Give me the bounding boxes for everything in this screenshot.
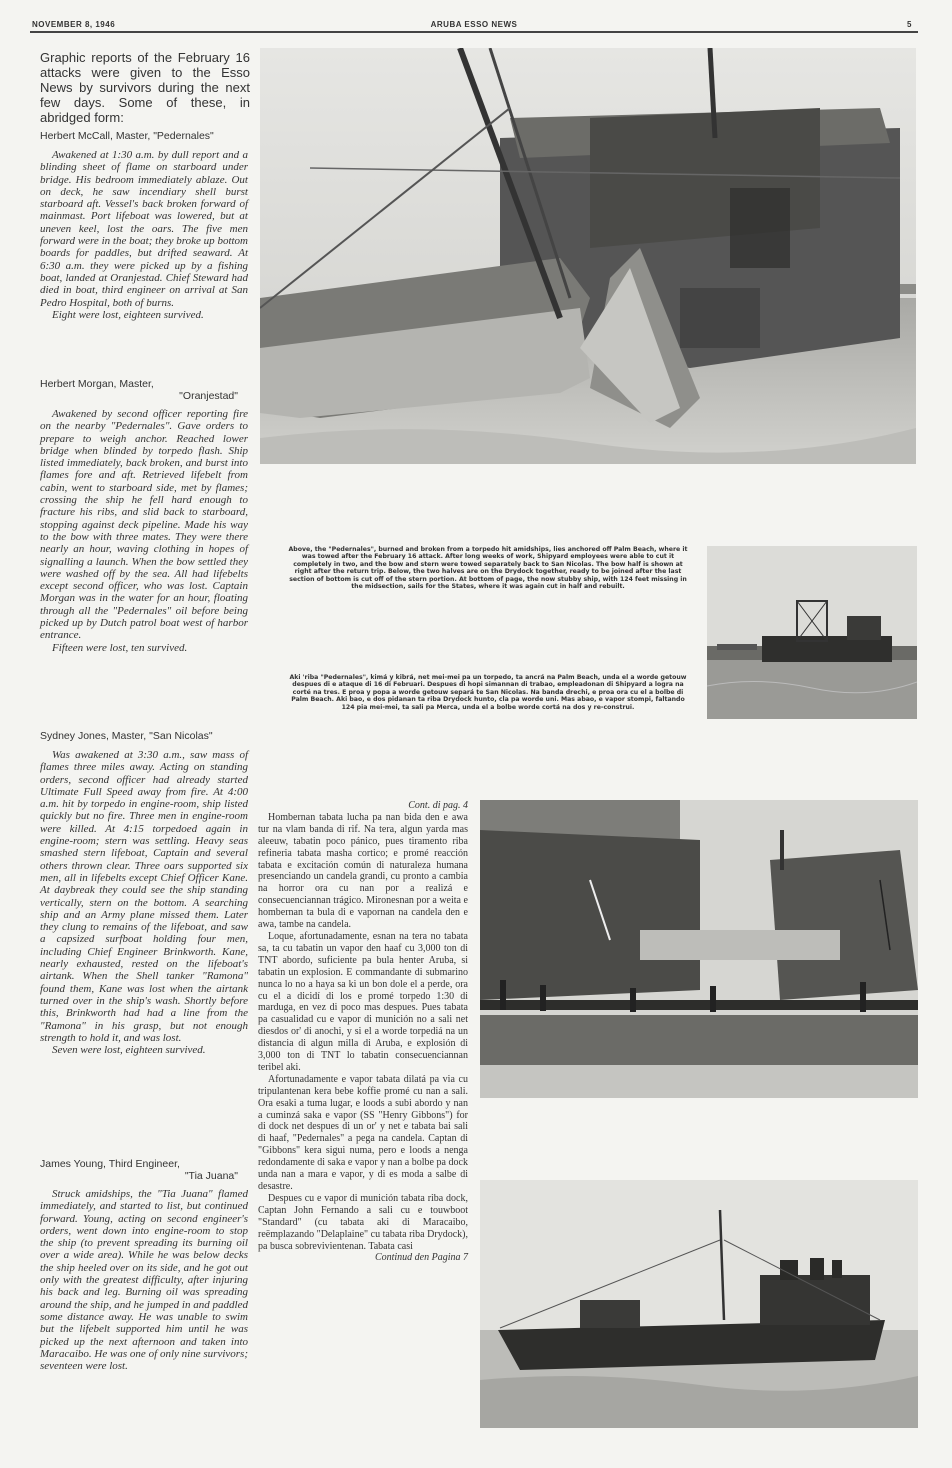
report-heading-line: Herbert McCall, Master, "Pedernales" <box>40 130 214 142</box>
report-heading <box>40 130 248 142</box>
photo-pedernales-burned <box>260 48 916 464</box>
continued-from: Cont. di pag. 4 <box>408 800 468 811</box>
report-heading-ship: "Tia Juana" <box>184 1170 238 1182</box>
report-heading-line: James Young, Third Engineer, <box>40 1158 180 1170</box>
report-heading <box>40 730 248 742</box>
article-paragraph: Hombernan tabata lucha pa nan bida den e awa tur na vlam banda di rif. Na tera, algun yarda mas aleeuw, tabatin poco pánico, pues tiramento riba refineria tabata masha cortico; e promé reacción tabata e excitación común di naturaleza humana presenciando un candela grandi, cu pronto a cambia na horror ora cu nan por a realizá e consecuenciannan trágico. Mironesnan por a weita e hombernan ta bula di e vapornan na candela den e awa, tambe na candela. <box>258 811 468 931</box>
report-morgan <box>40 378 248 654</box>
report-body <box>40 408 248 654</box>
report-tally: Seven were lost, eighteen survived. <box>52 1044 206 1057</box>
report-body <box>40 749 248 1056</box>
page-number: 5 <box>907 20 912 29</box>
header-rule <box>30 31 918 33</box>
photo-pedernales-burned-graphic <box>260 48 916 464</box>
report-heading-ship: "Oranjestad" <box>179 390 238 402</box>
report-body <box>40 149 248 321</box>
report-heading-line: Herbert Morgan, Master, <box>40 378 154 390</box>
publication-title: ARUBA ESSO NEWS <box>430 20 518 29</box>
report-heading <box>40 378 248 402</box>
photo-bow-half <box>707 546 917 719</box>
photo-stubby-ship-graphic <box>480 1180 918 1428</box>
article-paragraph: Despues cu e vapor di munición tabata riba dock, Captan John Fernando a sali cu e touwboot "Standard" (cu tabata aki di Maracaibo, reëmplazando "Delaplaine" cu tabata riba Drydock), pa busca sobrevivientenan. Tabata casi <box>258 1192 468 1252</box>
photo-stubby-ship <box>480 1180 918 1428</box>
report-text: Awakened at 1:30 a.m. by dull report and a blinding sheet of flame on starboard under bridge. His bedroom immediately ablaze. Out on deck, he saw incendiary shell burst starboard aft. Vessel's back broken forward of mainmast. Port lifeboat was lowered, but at uneven keel, lost the oars. The five men forward were in the boat; they broke up bottom boards for paddles, but drifted seaward. At 6:30 a.m. they were picked up by a fishing boat, landed at Oranjestad. Chief Steward had died in boat, third engineer on arrival at San Pedro Hospital, both of burns. <box>40 149 248 309</box>
report-heading <box>40 1158 248 1182</box>
report-tally: Eight were lost, eighteen survived. <box>52 308 204 321</box>
issue-date: NOVEMBER 8, 1946 <box>32 20 116 29</box>
continued-to: Continud den Pagina 7 <box>374 1252 468 1264</box>
report-heading-line: Sydney Jones, Master, "San Nicolas" <box>40 730 213 742</box>
report-young <box>40 1158 248 1372</box>
page-header <box>30 18 918 30</box>
photo-bow-half-graphic <box>707 546 917 719</box>
report-mccall <box>40 130 248 321</box>
report-text: Struck amidships, the "Tia Juana" flamed immediately, and started to list, but continued forward. Young, acting on second engineer's orders, went down into engine-room to stop the ship (to prevent spreading its burning oil over a wide area). While he was below decks the ship heeled over on its side, and he got out only with the greatest difficulty, after injuring his back and leg. Burning oil was spreading around the ship, and he jumped in and paddled some distance away. He was unable to swim but the lifebelt supported him until he was picked up the next afternoon and taken into Maracaibo. He was one of only nine survivors; seventeen were lost. <box>40 1188 248 1373</box>
report-jones <box>40 730 248 1056</box>
report-text: Was awakened at 3:30 a.m., saw mass of flames three miles away. Acting on standing orders, second officer had already started Ultimate Full Speed away from fire. At 4:00 a.m. hit by torpedo in engine-room, ship listed quickly but no fire. Three men in engine-room were killed. At 4:15 torpedoed again in engine-room; stern was settling. Heavy seas smashed stern lifeboat, Captain and several others thrown clear. Three oars supported six men, all in lifebelts except Chief Officer Kane. At daybreak they could see the ship standing vertically, stern on the bottom. A searching ship and an Army plane missed them. Later they clung to remains of the lifeboat, and saw a capsized surfboat holding four men, including Chief Engineer Brinkworth. Kane, nearly exhausted, rested on the lifeboat's airtank. When the Shell tanker "Ramona" found them, Kane was lost when the airtank turned over in the ship's wash. Shortly before this, Brinkworth had had a line from the "Ramona" in his grasp, but not enough strength to hold it, and was lost. <box>40 749 248 1044</box>
caption-papiamento: Aki 'riba "Pedernales", kimá y kibrá, net mei-mei pa un torpedo, ta ancrá na Palm Beach, unda el a worde getouw despues di e ataque di 16 di Februari. Despues di hopi simannan di trabao, empleadonan di Shipyard a logra na corté na tres. E proa y popa a worde getouw separá te San Nicolas. Na banda drechi, e proa ora cu el a bolbe di Palm Beach. Aki bao, e dos pidanan ta riba Drydock hunto, cla pa worde uni. Mas abao, e vapor stompi, faltando 124 pia mei-mei, ta sali pa Merca, unda el a bolbe worde cortá na dos y re-construi. <box>289 674 687 711</box>
report-text: Awakened by second officer reporting fire on the nearby "Pedernales". Gave orders to prepare to weigh anchor. Reached lower bridge when blinded by torpedo flash. Ship listed immediately, back broken, and burst into flames fore and aft. Retrieved lifebelt from cabin, went to starboard side, met by flames; crossing the ship he fell hard enough to fracture his ribs, and slid back to starboard, stopping against deck pipeline. Made his way to the bow with three mates. They were there nearly an hour, waving clothing in hopes of signalling a launch. When the bow settled they were washed off by the sea. All had lifebelts except second officer, who was lost. Captain Morgan was in the water for an hour, floating through all the "Pedernales" oil before being picked up by Dutch patrol boat west of harbor entrance. <box>40 408 248 642</box>
report-body <box>40 1188 248 1372</box>
report-tally: Fifteen were lost, ten survived. <box>52 641 188 654</box>
article-paragraph: Loque, afortunadamente, esnan na tera no tabata sa, ta cu tabatin un vapor den haaf cu 3,000 ton di TNT abordo, suficiente pa bula henter Aruba, si tabatin un explosion. E commandante di submarino nunca lo no a haya sa ki un bon dole el a perde, ora cu el a dicidí di los e promé torpedo 1:30 di marduga, en vez di poco mas despues. Pues tabata pa casualidad cu e vapor di munición no a sali net diesdos or' di anochi, y si el a worde torpediá na un distancia di algun milla di Aruba, e explosión di 3,000 ton di TNT lo tabatin consecuenciannan teribel aki. <box>258 930 468 1073</box>
intro-paragraph: Graphic reports of the February 16 attacks were given to the Esso News by survivors during the next few days. Some of these, in abridged form: <box>40 50 250 125</box>
photo-drydock <box>480 800 918 1098</box>
article-paragraph: Afortunadamente e vapor tabata dilatá pa via cu tripulantenan kera bebe koffie promé cu nan a sali. Ora esaki a tuma lugar, e loods a subi abordo y nan a cuminzá saka e vapor (SS "Henry Gibbons") for di dock net despues di un or' y net e tabata bai sali di haaf, "Pedernales" a pega na candela. Captan di "Gibbons" kera sigui numa, pero e loods a nenga redondamente di saka e vapor y nan a bolbe pa dock unda nan a mara e vapor, y di es moda a salbe di desastre. <box>258 1073 468 1192</box>
papiamento-article <box>258 800 468 1264</box>
photo-drydock-graphic <box>480 800 918 1098</box>
caption-english: Above, the "Pedernales", burned and broken from a torpedo hit amidships, lies anchored off Palm Beach, where it was towed after the February 16 attack. After long weeks of work, Shipyard employees were able to cut it completely in two, and the bow and stern were towed separately back to San Nicolas. The bow half is shown at right after the return trip. Below, the two halves are on the Drydock together, ready to be joined after the last section of bottom is cut off of the stern portion. At bottom of page, the now stubby ship, with 124 feet missing in the midsection, sails for the States, where it was again cut in half and rebuilt. <box>288 546 688 591</box>
